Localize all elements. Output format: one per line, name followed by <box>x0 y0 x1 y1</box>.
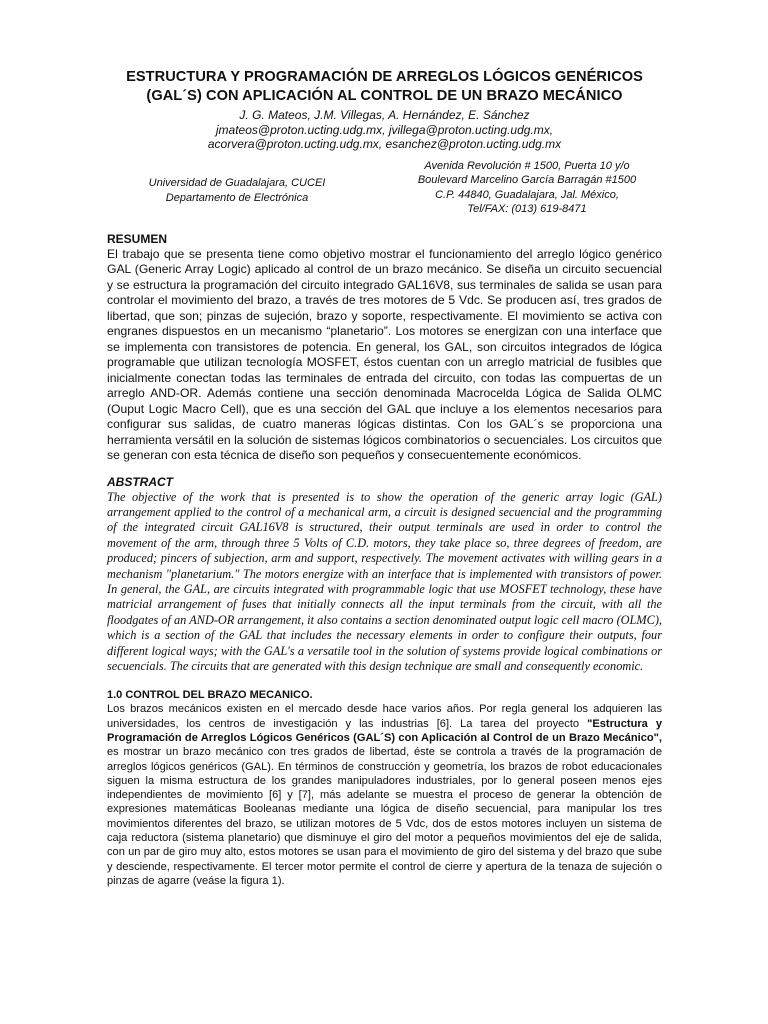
affiliations <box>107 159 662 217</box>
affiliation-university <box>107 170 367 205</box>
affiliation-right-line: Avenida Revolución # 1500, Puerta 10 y/o <box>424 159 630 172</box>
abstract-heading: ABSTRACT <box>107 474 173 489</box>
resumen-heading: RESUMEN <box>107 231 168 246</box>
author-emails-1: jmateos@proton.ucting.udg.mx, jvillega@proton.ucting.udg.mx, <box>215 122 554 137</box>
section-text-a: Los brazos mecánicos existen en el mercado desde hace varios años. Por regla general los adquieren las universidades, los centros de investigación y las industrias [6]. La tarea del proyecto <box>107 703 662 730</box>
affiliation-right-line: Tel/FAX: (013) 619-8471 <box>467 203 587 215</box>
section-paragraph <box>107 702 662 888</box>
title-line-1: ESTRUCTURA Y PROGRAMACIÓN DE ARREGLOS LÓGICOS GENÉRICOS <box>126 69 643 85</box>
project-title-bold: "Estructura y Programación de Arreglos Lógicos Genéricos (GAL´S) con Aplicación al Control de un Brazo Mecánico", <box>107 717 663 744</box>
author-emails-2: acorvera@proton.ucting.udg.mx, esanchez@proton.ucting.udg.mx <box>207 137 562 151</box>
title-line-2: (GAL´S) CON APLICACIÓN AL CONTROL DE UN BRAZO MECÁNICO <box>146 88 623 104</box>
affiliation-right-line: C.P. 44840, Guadalajara, Jal. México, <box>435 188 619 201</box>
affiliation-address <box>392 159 662 217</box>
resumen-paragraph: El trabajo que se presenta tiene como objetivo mostrar el funcionamiento del arreglo lógico genérico GAL (Generic Array Logic) aplicado al control de un brazo mecánico. Se diseña un circuito secuencial y se estructura la programación del circuito integrado GAL16V8, sus terminales de salida se usan para controlar el movimiento del brazo, a través de tres motores de 5 Vdc. Se producen así, tres grados de libertad, que son; pinzas de sujeción, brazo y soporte, respectivamente. El movimiento se activa con engranes dispuestos en un mecanismo “planetario”. Los motores se energizan con una interface que se implementa con transistores de potencia. En general, los GAL, son circuitos integrados de lógica programable que utilizan tecnología MOSFET, éstos cuentan con un arreglo matricial de fusibles que inicialmente conectan todas las terminales de entrada del circuito, con todas las compuertas de un arreglo AND-OR. Además contiene una sección denominada Macrocelda Lógica de Salida OLMC (Ouput Logic Macro Cell), que es una sección del GAL que incluye a los elementos necesarios para configurar sus salidas, de cuatro maneras lógicas distintas. Con los GAL´s se proporciona una herramienta versátil en la solución de sistemas lógicos combinatorios o secuenciales. Los circuitos que se generan con esta técnica de diseño son pequeños y consecuentemente económicos. <box>107 246 662 462</box>
affiliation-right-line: Boulevard Marcelino García Barragán #1500 <box>417 174 637 186</box>
paper-title <box>107 68 662 106</box>
authors-block <box>107 108 662 152</box>
abstract-paragraph: The objective of the work that is presented is to show the operation of the generic array logic (GAL) arrangement applied to the control of a mechanical arm, a circuit is designed secuencial and the programming of the integrated circuit GAL16V8 is structured, their output terminals are used in order to control the movement of the arm, through three 5 Volts of C.D. motors, they take place so, three degrees of freedom, are produced; pincers of subjection, arm and support, respectively. The movement activates with willing gears in a mechanism "planetarium." The motors energize with an interface that is implemented with transistors of power. In general, the GAL, are circuits integrated with programmable logic that use MOSFET technology, these have matricial arrangement of fuses that initially connects all the input terminals from the circuit, with all the floodgates of an AND-OR arrangement, it also contains a section denominated output logic cell macro (OLMC), which is a section of the GAL that includes the necessary elements in order to configure their outputs, four different logical ways; with the GAL's a versatile tool in the solution of systems provide logical combinations or secuencials. The circuits that are generated with this design technique are small and consequently economic. <box>107 489 662 673</box>
section-heading: 1.0 CONTROL DEL BRAZO MECANICO. <box>107 689 313 702</box>
affiliation-left-line: Universidad de Guadalajara, CUCEI <box>148 177 326 189</box>
section-text-b: es mostrar un brazo mecánico con tres grados de libertad, éste se controla a través de la programación de arreglos lógicos genéricos (GAL). En términos de construcción y geometría, los brazos de robot educacionales siguen la misma estructura de los grandes manipuladores industriales, por lo general poseen menos ejes independientes de movimiento [6] y [7], más adelante se muestra el proceso de generar la obtención de expresiones matemáticas Booleanas mediante una lógica de diseño secuencial, para manipular los tres movimientos diferentes del brazo, se utilizan motores de 5 Vdc, dos de estos motores incluyen un sistema de caja reductora (sistema planetario) que disminuye el giro del motor a pequeños movimientos del eje de salida, con un par de giro muy alto, estos motores se usan para el movimiento de giro del sistema y del brazo que sube y desciende, respectivamente. El tercer motor permite el control de cierre y apertura de la tenaza de sujeción o pinzas de agarre (veáse la figura 1). <box>107 746 662 887</box>
affiliation-left-line: Departamento de Electrónica <box>165 191 309 204</box>
author-names: J. G. Mateos, J.M. Villegas, A. Hernández, E. Sánchez <box>239 108 530 122</box>
paper-page <box>107 68 662 888</box>
